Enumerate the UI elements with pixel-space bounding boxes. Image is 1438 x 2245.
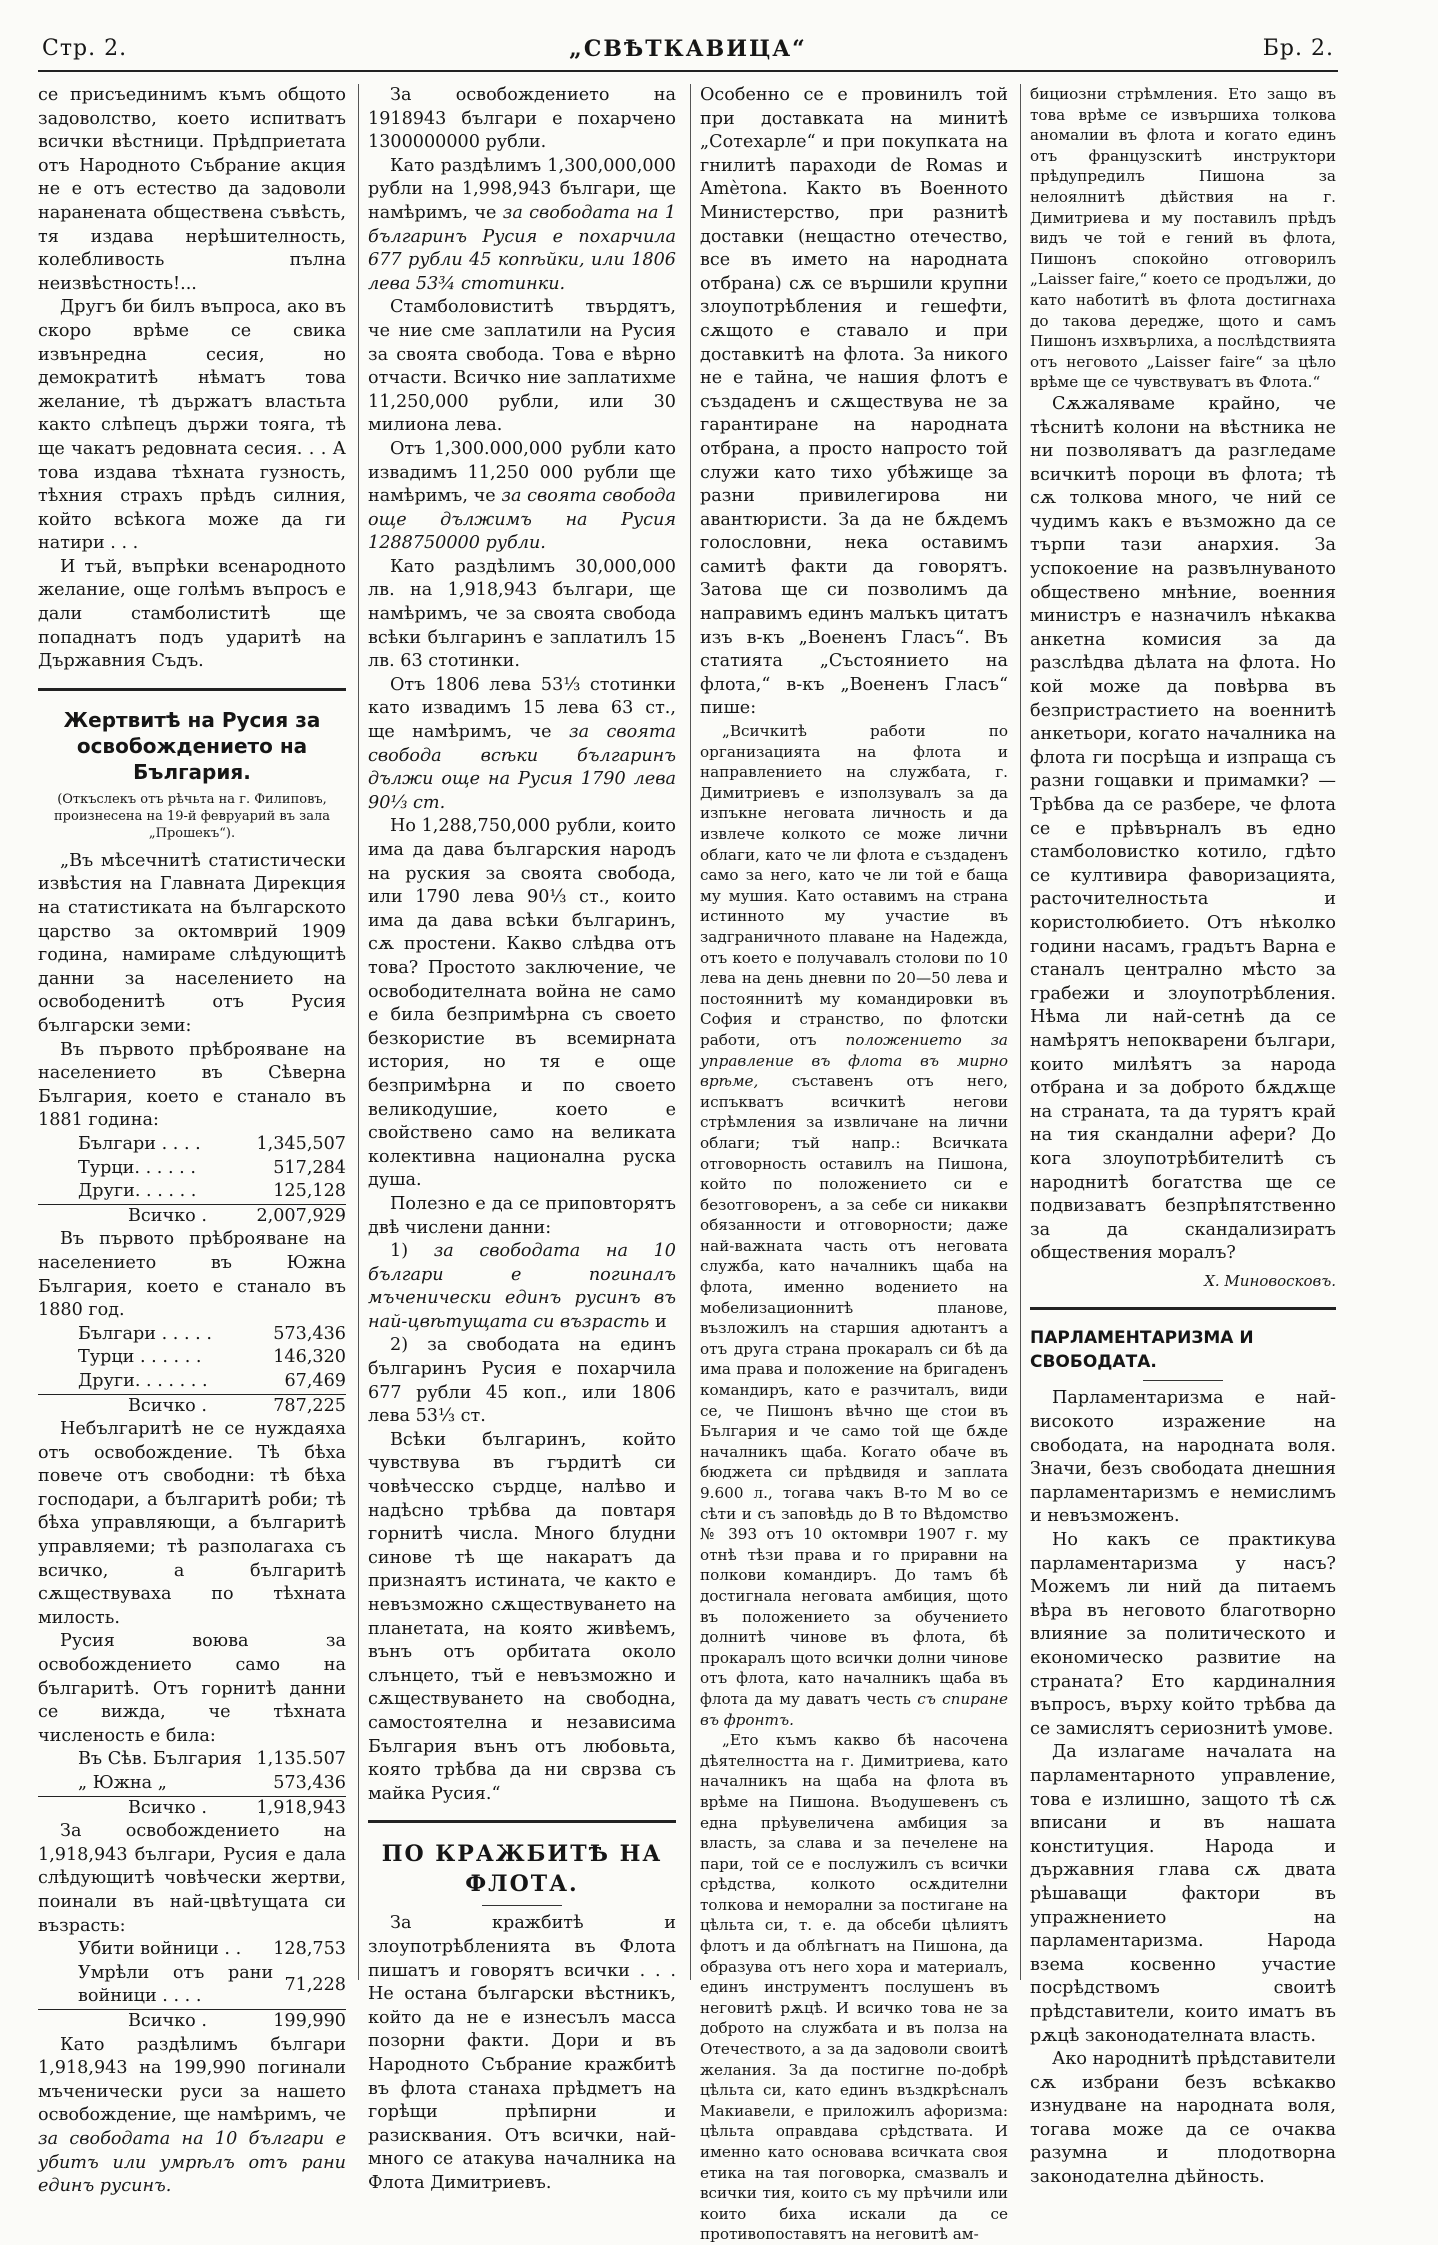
paragraph: За освобождението на 1918943 българи е похарчено 1300000000 рубли. (368, 85, 676, 153)
newspaper-columns (38, 84, 1338, 2244)
quote-paragraph: „Ето къмъ какво бѣ насочена дѣятелността на г. Димитриева, като началникъ на щаба на флота въ врѣме на Пишона. Въодушевенъ съ една прѣувеличена амбиция за власть, за слава и за печелене на пари, той се е послужилъ съ всички срѣдства, колкото осѫдителни толкова и неморални за постигане на цѣльта си, т. е. да обсеби цѣлиятъ флотъ и да облѣгнатъ на Пишона, да образува отъ него хора и материалъ, единъ инструментъ послушенъ въ неговитѣ рѫцѣ. И всичко това не за доброто на службата и въ полза на Отечеството, а за да задоволи своитѣ желания. За да постигне по-добрѣ цѣльта си, като единъ въздкрѣсналъ Макиавели, е приложилъ афоризма: цѣльта оправдава срѣдствата. И именно като основава всичката своя етика на тая поговорка, смазвалъ и всички тия, които съ му прѣчили или които биха искали да се противопоставятъ на неговитѣ ам- (700, 1731, 1008, 2244)
paragraph: Като раздѣлимъ 1,300,000,000 рубли на 1,998,943 българи, ще намѣримъ, че за свободата на 1 българинъ Русия е похарчила 677 рубли 45 копѣйки, или 1806 лева 53¾ стотинки. (368, 155, 676, 294)
column-divider (690, 84, 691, 1980)
paragraph: Но 1,288,750,000 рубли, които има да дава българския народъ на руския за своята свобода, или 1790 лева 90⅓ ст., които има да дава всѣки българинъ, сѫ простени. Какво слѣдва отъ това? Простото заключение, че освободителната война не само е била безпримѣрна съ своето безкористие въ всемирната история, но тя е още безпримѣрна и по своето великодушие, което е свойствено само на великата колективна национална руска душа. (368, 816, 676, 1191)
paragraph: Отъ 1806 лева 53⅓ стотинки като извадимъ 15 лева 63 ст., ще намѣримъ, че за своята свобода всѣки българинъ дължи още на Русия 1790 лева 90⅓ ст. (368, 674, 676, 813)
paragraph: Въ първото прѣброяване на населението въ Сѣверна България, което е станало въ 1881 година: (38, 1039, 346, 1131)
paragraph: Парламентаризма е най-високото изражение на свободата, на народната воля. Значи, безъ свободата днешния парламентаризмъ е немислимъ и невъзможенъ. (1030, 1388, 1336, 1527)
article-title-fleet-thefts: ПО КРАЖБИТѢ НА ФЛОТА. (381, 1841, 663, 1898)
paragraph: Ако народнитѣ прѣдставители сѫ избрани безъ всѣкакво изнудване на народната воля, тогава може да се очаква разумна и плодотворна законодателна дѣйность. (1030, 2049, 1336, 2188)
table-row: „ Южна „ 573,436 (78, 1773, 346, 1793)
article-divider (1030, 1307, 1336, 1310)
paragraph: Да излагаме началата на парламентарното управление, това е излишно, защото тѣ сѫ вписани и въ нашата конституция. Народа и държавния глава сѫ двата рѣшаващи фактори въ упражнението на парламентаризма. Народа взема косвенно участие посрѣдствомъ своитѣ прѣдставители, които иматъ въ рѫцѣ законодателната власть. (1030, 1742, 1336, 2046)
stats-table-bulgarians (38, 1748, 346, 1820)
paragraph: Но какъ се практикува парламентаризма у насъ? Можемъ ли ний да питаемъ вѣра въ неговото благотворно влияние за политическото и економическо развитие на страната? Ето кардиналния въпросъ, върху който трѣбва да се замислятъ сериознитѣ умове. (1030, 1530, 1336, 1739)
title-underline (482, 1905, 562, 1906)
author-signature: Х. Миновосковъ. (1204, 1271, 1336, 1290)
table-row: Умрѣли отъ рани войници . . . . 71,228 (78, 1962, 346, 2007)
title-underline (1143, 1380, 1223, 1381)
column-1 (38, 84, 346, 2197)
table-row: Въ Сѣв. България 1,135.507 (78, 1749, 346, 1770)
paragraph: Стамболовиститѣ твърдятъ, че ние сме заплатили на Русия за своята свобода. Това е вѣрно отчасти. Всичко ние заплатихме 11,250,000 рубли, или 30 милиона лева. (368, 297, 676, 436)
article-note: (Откъслекъ отъ рѣчьта на г. Филиповъ, произнесена на 19-й февруарий въ зала „Прошекъ“). (54, 791, 330, 841)
article-title-parliamentarism: ПАРЛАМЕНТАРИЗМА И СВОБОДАТА. (1030, 1328, 1254, 1373)
column-divider (358, 84, 359, 1980)
table-total-row: Всичко . 1,918,943 (38, 1796, 346, 1820)
table-row: Българи . . . . . 573,436 (78, 1323, 346, 1344)
table-row: Турци . . . . . . 146,320 (78, 1347, 346, 1368)
masthead (38, 30, 1338, 72)
newspaper-title: „СВѢТКАВИЦА“ (569, 36, 807, 62)
paragraph: Всѣки българинъ, който чувствува въ гърдитѣ си човѣчесско сърдце, налѣво и надѣсно трѣбва да повтаря горнитѣ числа. Много блудни синове тѣ ще накаратъ да признаятъ истината, че както е невъзможно сѫществуването на планетата, на която живѣемъ, вънъ отъ орбитата около слънцето, тъй е невъзможно и сѫществуването на свободна, самостоятелна и независима България вънъ отъ любовьта, която трѣбва да ни сврзва съ майка Русия.“ (368, 1429, 676, 1804)
table-row: Убити войници . . 128,753 (78, 1939, 346, 1960)
paragraph: „Въ мѣсечнитѣ статистически извѣстия на Главната Дирекция на статистиката на българското царство за октомврий 1909 година, намираме слѣдующитѣ данни за населението на освободенитѣ отъ Русия български земи: (38, 850, 346, 1036)
article-divider (368, 1820, 676, 1823)
paragraph: Русия воюва за освобождението само на българитѣ. Отъ горнитѣ данни се вижда, че тѣхната численость е била: (38, 1631, 346, 1746)
paragraph: 1) за свободата на 10 българи е погиналъ мъченически единъ русинъ въ най-цвѣтущата си възрасть и (368, 1241, 676, 1332)
paragraph: Като раздѣлимъ 30,000,000 лв. на 1,918,943 българи, ще намѣримъ, че за своята свобода всѣки българинъ е заплатилъ 15 лв. 63 стотинки. (368, 556, 676, 672)
table-total-row: Всичко . 787,225 (38, 1394, 346, 1418)
paragraph: Отъ 1,300.000,000 рубли като извадимъ 11,250 000 рубли ще намѣримъ, че за своята свобода още дължимъ на Русия 1288750000 рубли. (368, 438, 677, 554)
paragraph: Като раздѣлимъ българи 1,918,943 на 199,990 погинали мъченически руси за нашето освобождение, ще намѣримъ, че за свободата на 10 българи е убитъ или умрѣлъ отъ рани единъ русинъ. (38, 2034, 346, 2197)
table-row: Българи . . . . 1,345,507 (78, 1133, 346, 1154)
paragraph: За освобождението на 1,918,943 българи, Русия е дала слѣдующитѣ човѣчески жертви, поинали въ най-цвѣтущата си възрасть: (38, 1821, 346, 1936)
column-4 (1030, 84, 1336, 2188)
paragraph: Полезно е да се приповторятъ двѣ числени данни: (368, 1193, 676, 1238)
paragraph: Небългаритѣ не се нуждаяха отъ освобождение. Тѣ бѣха повече отъ свободни: тѣ бѣха господари, а българитѣ роби; тѣ бѣха управляющи, а българитѣ управляеми; тѣ разполагаха съ всичко, а българитѣ сѫществуваха по тѣхната милость. (38, 1419, 346, 1628)
article-divider (38, 688, 346, 691)
issue-number: Бр. 2. (1262, 36, 1334, 61)
paragraph: Въ първото прѣброяване на населението въ Южна България, което е станало въ 1880 год. (38, 1229, 346, 1321)
column-divider (1020, 84, 1021, 1980)
page-number: Стр. 2. (42, 36, 128, 61)
paragraph: Особенно се е провинилъ той при доставката на минитѣ „Сотехарле“ и при покупката на гнилитѣ параходи de Roмas и Amѐтоnа. Както въ Военното Министерство, при разнитѣ доставки (нещастно отечество, все въ името на народната отбрана) сѫ се вършили крупни злоупотрѣбления и гешефти, сѫщото е ставало и при доставкитѣ на флота. За никого не е тайна, че нашия флотъ е създаденъ и сѫществува не за гарантиране на народната отбрана, а просто напросто той служи като тихо убѣжище за разни привилегирова ни авантюристи. За да не бѫдемъ голословни, нека оставимъ самитѣ факти да говорятъ. Затова ще си позволимъ да направимъ единъ малъкъ цитатъ изъ в-къ „Воененъ Гласъ“. Въ статията „Състоянието на флота,“ в-къ „Воененъ Гласъ“ пише: (700, 85, 1008, 719)
table-total-row: Всичко . 2,007,929 (38, 1204, 346, 1228)
stats-table-south (38, 1323, 346, 1418)
table-row: Други. . . . . . 125,128 (78, 1181, 346, 1202)
stats-table-north (38, 1133, 346, 1228)
column-2 (368, 84, 677, 2193)
table-total-row: Всичко . 199,990 (38, 2009, 346, 2033)
quote-paragraph: бициозни стрѣмления. Ето защо въ това врѣме се извършиха толкова аномалии въ флота и когато единъ отъ французскитѣ инструктори прѣдупредилъ Пишона за нелоялнитѣ дѣйствия на г. Димитриева и му поставилъ прѣдъ видъ че той е гений въ флота, Пишонъ спокойно отговорилъ „Laisser faire,“ което се продължи, до като наботитѣ въ флота достигнаха до такова дередже, щото и самъ Пишонъ изхвърлиха, а послѣдствията отъ неговото „Laisser faire“ за цѣло врѣме ще се чувствуватъ въ Флота.“ (1030, 85, 1336, 392)
article-title-russia-sacrifices: Жертвитѣ на Русия за освобождението на България. (63, 707, 321, 784)
paragraph: И тъй, въпрѣки всенародното желание, още голѣмъ въпросъ е дали стамболиститѣ ще попаднатъ подъ ударитѣ на Държавния Съдъ. (38, 556, 346, 672)
table-row: Други. . . . . . . 67,469 (78, 1370, 346, 1391)
column-3 (700, 84, 1009, 2244)
table-row: Турци. . . . . . 517,284 (78, 1157, 346, 1178)
paragraph: 2) за свободата на единъ българинъ Русия е похарчила 677 рубли 45 коп., или 1806 лева 53⅓ ст. (368, 1335, 676, 1427)
paragraph: Другъ би билъ въпроса, ако въ скоро врѣме се свика извънредна сесия, но демократитѣ нѣматъ това желание, тѣ държатъ властьта както слѣпецъ държи тояга, тѣ ще чакатъ редовната сесия. . . А това издава тѣхната гузность, тѣхния страхъ прѣдъ силния, който всѣкога може да ги натири . . . (38, 297, 346, 554)
paragraph: се присъединимъ къмъ общото задоволство, което испитватъ всички вѣстници. Прѣдприетата отъ Народното Събрание акция не е отъ естество да задоволи наранената обществена съвѣсть, тя издава нерѣшителность, колебливость пълна неизвѣстность!... (38, 85, 346, 294)
paragraph: Сѫжаляваме крайно, че тѣснитѣ колони на вѣстника не ни позволяватъ да разгледаме всичкитѣ пороци въ флота; тѣ сѫ толкова много, че ний се чудимъ какъ е възможно да се търпи тази анархия. За успокоение на развълнуваното обществено мнѣние, военния министръ е назначилъ нѣкаква анкетна комисия за да разслѣдва дѣлата на флота. Но кой може да повѣрва въ безпристрастието на военнитѣ анкетьори, когато началника на флота ги посрѣща и изпраща съ разни гощавки и примамки? — Трѣбва да се разбере, че флота се е прѣвърналъ въ едно стамболовистко котило, гдѣто се култивира фаворизацията, расточителностьта и користолюбието. Отъ нѣколко години насамъ, градътъ Варна е станалъ централно мѣсто за грабежи и злоупотрѣбления. Нѣма ли най-сетнѣ да се намѣрятъ непокварени българи, които милѣятъ за народа отбрана и за доброто бѫдѫще на страната, та да турятъ край на тия скандални афери? До кога злоупотрѣбителитѣ съ народнитѣ богатства ще се подвизаватъ безпрѣпятственно за да скандализиратъ обществения моралъ? (1030, 393, 1336, 1264)
paragraph: За кражбитѣ и злоупотрѣбленията въ Флота пишатъ и говорятъ всички . . . Не остана български вѣстникъ, който да не е изнесълъ масса позорни факти. Дори и въ Народното Събрание кражбитѣ въ флота станаха прѣдметъ на горѣщи прѣпирни и разисквания. Отъ всички, най-много се атакува началника на Флота Димитриевъ. (368, 1913, 676, 2193)
stats-table-casualties (38, 1938, 346, 2033)
quote-paragraph: „Всичкитѣ работи по организацията на флота и направлението на службата, г. Димитриевъ е използувалъ за да изпъкне неговата личность и да извлече колкото се може лични облаги, като че ли флота е създаденъ само за него, като че ли той е баща му мушия. Като оставимъ на страна истинното му участие въ задграничното плаване на Надежда, отъ което е получавалъ столови по 10 лева на день дневни по 20—50 лева и постояннитѣ му командировки въ София и странство, по флотски работи, отъ положението за управление въ флота въ мирно врѣме, съставенъ отъ него, испъкватъ всичкитѣ негови стрѣмления за извличане на лични облаги; тъй напр.: Всичката отговорность оставилъ на Пишона, който по положението си е безотговоренъ, а за себе си никакви обязанности и отговорности; даже най-важната часть отъ неговата служба, като началникъ щаба на флота, именно водението на мобелизационнитѣ планове, възложилъ на старшия адютантъ а отъ друга страна прокаралъ си бѣ да има права и положение на бригаденъ командиръ, като е разчиталъ, види се, че Пишонъ вѣчно ще стои въ България и че само той ще бѫде началникъ щаба. Когато обаче въ бюджета си прѣдвидя и заплата 9.600 л., тогава чакъ В-то М во се сѣти и съ заповѣдь до В то Вѣдомство № 393 отъ 10 октомври 1907 г. му отнѣ тѣзи права и го приравни на полкови командиръ. До тамъ бѣ достигнала неговата амбиция, щото въ положението за обучението долнитѣ чинове въ флота, бѣ прокаралъ щото всички долни чинове отъ флота, като началникъ щаба въ флота да му даватъ честь съ спиране въ фронтъ. (700, 722, 1009, 1729)
